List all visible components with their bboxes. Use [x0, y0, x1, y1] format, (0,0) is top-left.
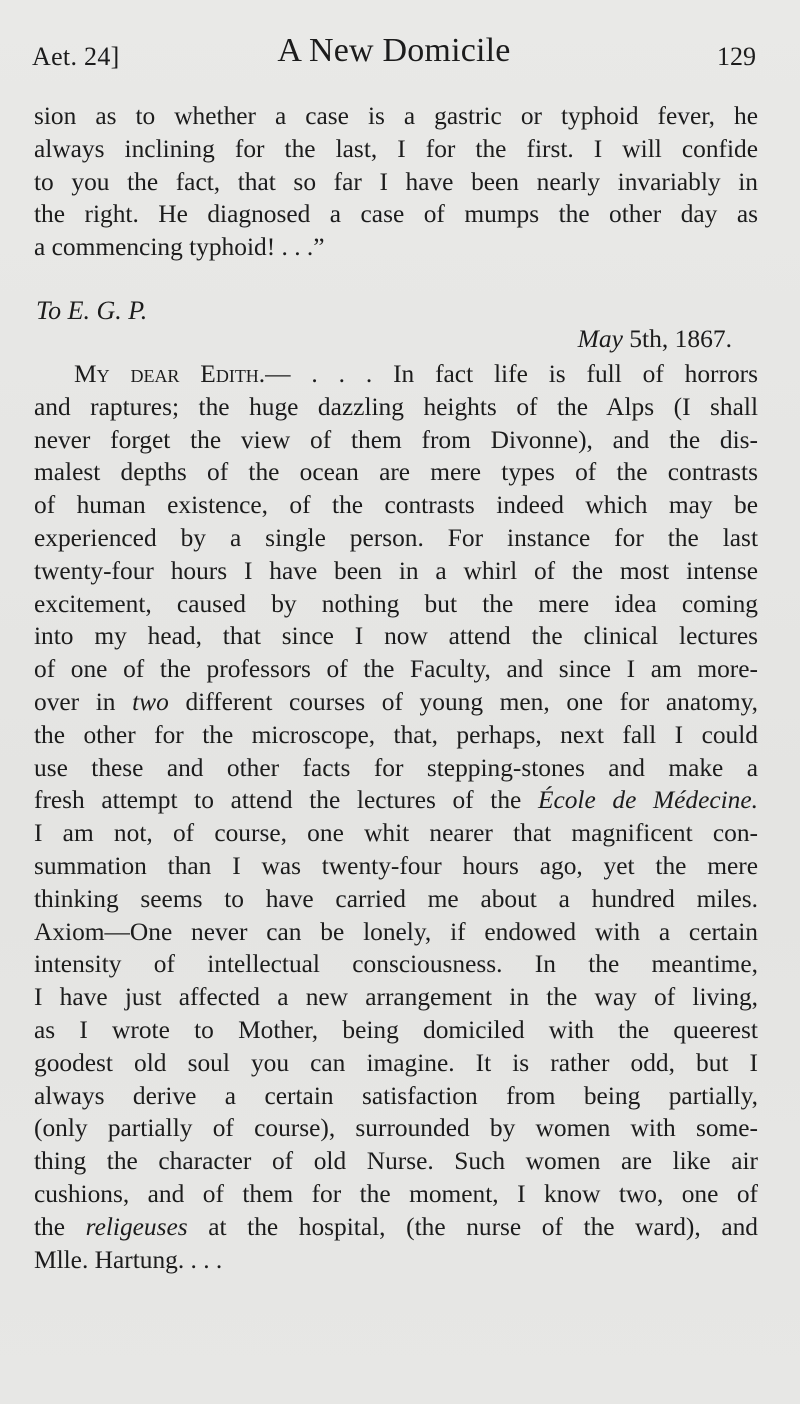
italic-two: two [132, 687, 169, 716]
chapter-title: A New Domicile [277, 32, 511, 69]
text-line: always inclining for the last, I for the first. I will confide [34, 134, 758, 163]
text-line: malest depths of the ocean are mere types of the contrasts [34, 458, 758, 487]
text-line: (only partially of course), surrounded by women with some- [34, 1114, 758, 1143]
text-line: the other for the microscope, that, perhaps, next fall I could [34, 720, 758, 749]
date-month: May [577, 324, 623, 353]
text-segment: the [34, 1212, 86, 1241]
text-line: use these and other facts for stepping-stones and make a [34, 753, 758, 782]
letter-addressee: To E. G. P. [36, 296, 148, 325]
italic-religeuses: religeuses [85, 1212, 188, 1241]
text-line: a commencing typhoid! . . .” [34, 233, 325, 262]
text-line: into my head, that since I now attend the clinical lectures [34, 622, 758, 651]
text-line: and raptures; the huge dazzling heights of the Alps (I shall [34, 392, 758, 421]
text-line: experienced by a single person. For instance for the last [34, 523, 758, 552]
paragraph-continuation [34, 100, 758, 264]
text-line: of one of the professors of the Faculty, and since I am more- [34, 655, 758, 684]
text-line: excitement, caused by nothing but the mere idea coming [34, 589, 758, 618]
text-line: sion as to whether a case is a gastric or typhoid fever, he [34, 102, 758, 130]
date-rest: 5th, 1867. [629, 324, 732, 353]
text-line: Axiom—One never can be lonely, if endowed with a certain [34, 917, 758, 946]
text-line: never forget the view of them from Divonne), and the dis- [34, 425, 758, 454]
text-line: Mlle. Hartung. . . . [34, 1245, 223, 1274]
text-line: I have just affected a new arrangement in the way of living, [34, 983, 758, 1012]
text-line: summation than I was twenty-four hours ago, yet the mere [34, 851, 758, 880]
text-line: cushions, and of them for the moment, I know two, one of [34, 1179, 758, 1208]
text-line: as I wrote to Mother, being domiciled with the queerest [34, 1015, 758, 1044]
text-line: the right. He diagnosed a case of mumps the other day as [34, 200, 758, 229]
text-segment: at the hospital, (the nurse of the ward), and [187, 1212, 758, 1241]
salutation: My dear Edith. [74, 360, 266, 388]
text-line: thing the character of old Nurse. Such women are like air [34, 1147, 758, 1176]
text-line: twenty-four hours I have been in a whirl of the most intense [34, 556, 758, 585]
text-segment: fresh attempt to attend the lectures of the [34, 786, 538, 815]
text-line: intensity of intellectual consciousness. In the meantime, [34, 950, 758, 979]
text-segment: different courses of young men, one for anatomy, [168, 687, 758, 716]
text-line: of human existence, of the contrasts indeed which may be [34, 491, 758, 520]
italic-ecole: École de Médecine. [537, 786, 758, 815]
page-number: 129 [717, 42, 756, 71]
text-line-ecole [34, 784, 758, 817]
salutation-rest: — . . . In fact life is full of horrors [265, 360, 758, 388]
text-line: to you the fact, that so far I have been nearly invariably in [34, 167, 758, 196]
header-age: Aet. 24] [32, 42, 120, 71]
letter-date [578, 324, 732, 354]
text-line: thinking seems to have carried me about a hundred miles. [34, 884, 758, 913]
text-line: I am not, of course, one whit nearer that magnificent con- [34, 819, 758, 848]
text-line: goodest old soul you can imagine. It is rather odd, but I [34, 1048, 758, 1077]
text-line-two [34, 686, 758, 719]
letter-body [34, 358, 758, 1276]
text-line-religeuses [34, 1211, 758, 1244]
text-line: always derive a certain satisfaction from being partially, [34, 1081, 758, 1110]
text-line-salutation [34, 358, 758, 391]
text-segment: over in [34, 687, 133, 716]
running-header [32, 28, 756, 78]
